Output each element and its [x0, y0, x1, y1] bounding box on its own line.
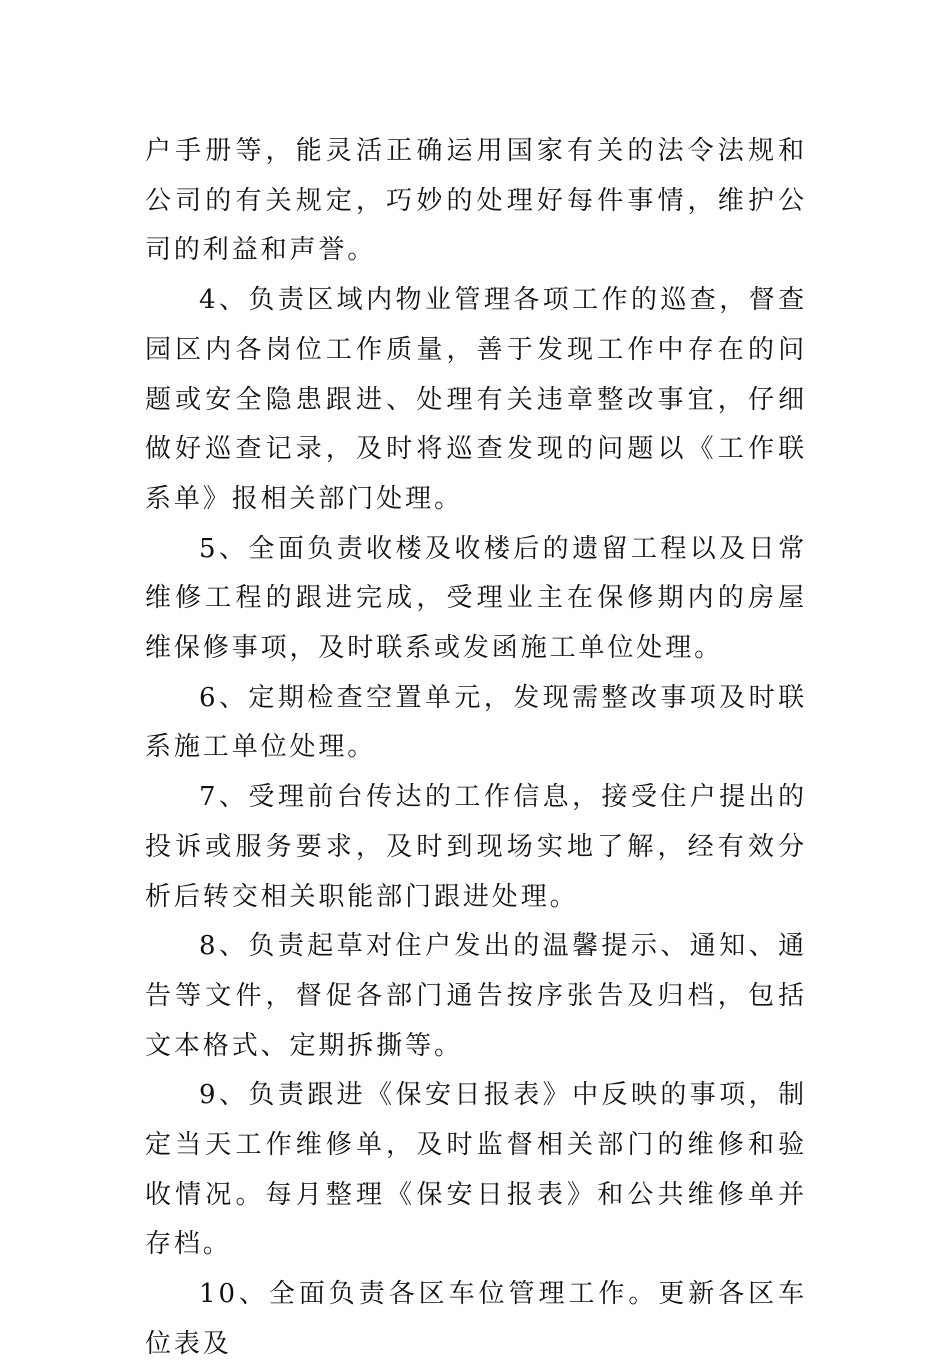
paragraph-item-6: 6、定期检查空置单元，发现需整改事项及时联系施工单位处理。	[145, 682, 807, 763]
paragraph-item-7: 7、受理前台传达的工作信息，接受住户提出的投诉或服务要求，及时到现场实地了解，经有效分析后转交相关职能部门跟进处理。	[145, 782, 807, 912]
paragraph-item-10: 10、全面负责各区车位管理工作。更新各区车位表及	[145, 1279, 807, 1359]
paragraph-item-8: 8、负责起草对住户发出的温馨提示、通知、通告等文件，督促各部门通告按序张告及归档，包括文本格式、定期拆撕等。	[145, 931, 807, 1061]
paragraph-continuation: 户手册等，能灵活正确运用国家有关的法令法规和公司的有关规定，巧妙的处理好每件事情，维护公司的利益和声誉。	[145, 136, 807, 266]
paragraph-item-5: 5、全面负责收楼及收楼后的遗留工程以及日常维修工程的跟进完成，受理业主在保修期内的房屋维保修事项，及时联系或发函施工单位处理。	[145, 533, 807, 664]
paragraph-item-4: 4、负责区域内物业管理各项工作的巡查，督查园区内各岗位工作质量，善于发现工作中存在的问题或安全隐患跟进、处理有关违章整改事宜，仔细做好巡查记录，及时将巡查发现的问题以《工作联系单》报相关部门处理。	[145, 285, 807, 514]
paragraph-item-9: 9、负责跟进《保安日报表》中反映的事项，制定当天工作维修单，及时监督相关部门的维修和验收情况。每月整理《保安日报表》和公共维修单并存档。	[145, 1080, 807, 1260]
document-body	[145, 127, 807, 1370]
